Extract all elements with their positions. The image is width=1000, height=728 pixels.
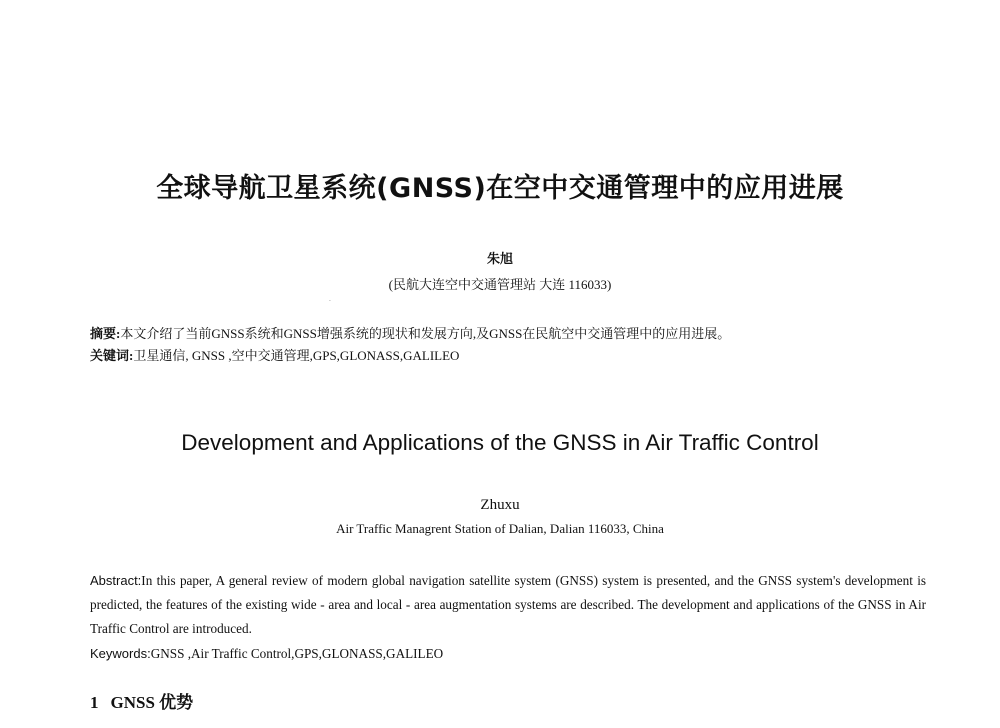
chinese-title: 全球导航卫星系统(GNSS)在空中交通管理中的应用进展: [156, 173, 844, 204]
english-abstract-label: Abstract:: [90, 573, 142, 588]
english-affiliation: Air Traffic Managrent Station of Dalian, Dalian 116033, China: [336, 521, 664, 536]
chinese-keywords: [90, 345, 940, 367]
section-number: 1: [90, 693, 99, 712]
chinese-abstract: [90, 323, 940, 345]
stray-mark: ·: [329, 298, 331, 305]
english-keywords: [90, 646, 926, 662]
section-title: GNSS 优势: [110, 693, 194, 712]
chinese-abstract-label: 摘要:: [90, 326, 121, 341]
chinese-author: 朱旭: [486, 252, 513, 267]
english-author: Zhuxu: [480, 497, 520, 513]
chinese-affiliation: (民航大连空中交通管理站 大连 116033): [388, 277, 612, 292]
section-heading: [90, 688, 193, 713]
english-abstract-text: In this paper, A general review of modern global navigation satellite system (GNSS) system is presented, and the GNSS system's development is predicted, the features of the existing wide - area and local - area augmentation systems are described. The development and applications of the GNSS in Air Traffic Control are introduced.: [90, 573, 926, 636]
english-keywords-label: Keywords:: [90, 646, 151, 661]
english-title: Development and Applications of the GNSS in Air Traffic Control: [181, 430, 819, 455]
chinese-abstract-block: [90, 323, 940, 367]
chinese-keywords-label: 关键词:: [90, 348, 134, 363]
english-abstract: [90, 569, 926, 641]
english-keywords-text: GNSS ,Air Traffic Control,GPS,GLONASS,GALILEO: [150, 646, 444, 661]
chinese-keywords-text: 卫星通信, GNSS ,空中交通管理,GPS,GLONASS,GALILEO: [133, 348, 460, 363]
chinese-abstract-text: 本文介绍了当前GNSS系统和GNSS增强系统的现状和发展方向,及GNSS在民航空中交通管理中的应用进展。: [120, 326, 731, 341]
